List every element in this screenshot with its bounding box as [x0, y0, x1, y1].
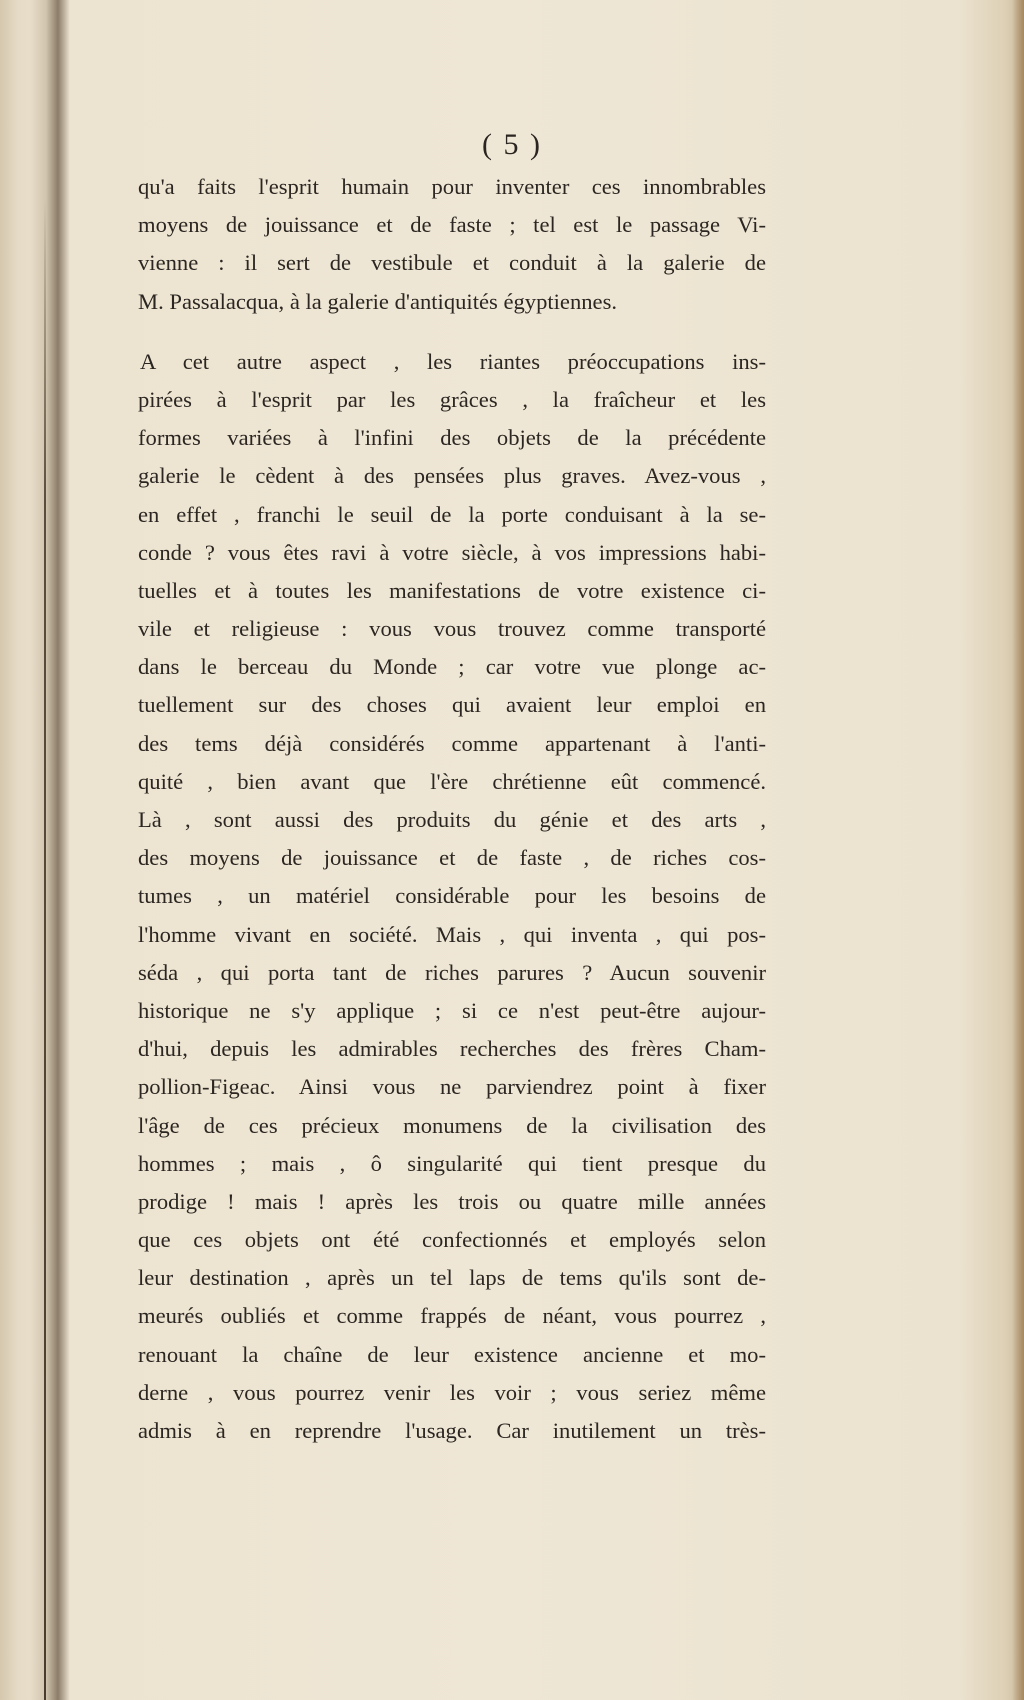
text-line: derne , vous pourrez venir les voir ; vous seriez même — [138, 1379, 766, 1405]
text-line: l'âge de ces précieux monumens de la civilisation des — [138, 1112, 766, 1138]
text-line: historique ne s'y applique ; si ce n'est peut-être aujour- — [138, 997, 766, 1023]
text-line: pirées à l'esprit par les grâces , la fraîcheur et les — [138, 386, 766, 412]
text-line: leur destination , après un tel laps de tems qu'ils sont de- — [138, 1265, 766, 1291]
text-line: dans le berceau du Monde ; car votre vue plonge ac- — [138, 654, 766, 680]
text-line: tuellement sur des choses qui avaient leur emploi en — [138, 692, 766, 718]
text-line: admis à en reprendre l'usage. Car inutilement un très- — [138, 1418, 766, 1443]
binding-shadow — [30, 0, 70, 1700]
page-edge-shadow — [1012, 0, 1024, 1700]
text-line: séda , qui porta tant de riches parures ? Aucun souvenir — [138, 959, 766, 985]
text-line: des tems déjà considérés comme appartenant à l'anti- — [138, 730, 766, 756]
paragraph-1 — [138, 168, 766, 321]
text-line: vienne : il sert de vestibule et conduit à la galerie de — [138, 250, 766, 276]
text-line: l'homme vivant en société. Mais , qui inventa , qui pos- — [138, 921, 766, 947]
text-line: pollion-Figeac. Ainsi vous ne parviendrez point à fixer — [138, 1074, 766, 1100]
text-line: tumes , un matériel considérable pour les besoins de — [138, 883, 766, 909]
text-line: vile et religieuse : vous vous trouvez comme transporté — [138, 616, 766, 642]
text-line: en effet , franchi le seuil de la porte conduisant à la se- — [138, 501, 766, 527]
text-line: M. Passalacqua, à la galerie d'antiquités égyptiennes. — [138, 288, 618, 314]
text-line: galerie le cèdent à des pensées plus graves. Avez-vous , — [138, 463, 766, 489]
text-line: prodige ! mais ! après les trois ou quatre mille années — [138, 1188, 766, 1214]
text-line: formes variées à l'infini des objets de la précédente — [138, 425, 766, 451]
paragraph-2 — [138, 343, 766, 1450]
text-line: meurés oubliés et comme frappés de néant, vous pourrez , — [138, 1303, 766, 1329]
text-line: quité , bien avant que l'ère chrétienne eût commencé. — [138, 768, 766, 794]
text-line: renouant la chaîne de leur existence ancienne et mo- — [138, 1341, 766, 1367]
text-line: Là , sont aussi des produits du génie et des arts , — [138, 807, 766, 832]
text-line: d'hui, depuis les admirables recherches des frères Cham- — [138, 1036, 766, 1062]
body-text — [138, 168, 766, 1450]
text-line: moyens de jouissance et de faste ; tel est le passage Vi- — [138, 212, 766, 238]
paragraph-gap — [138, 321, 766, 343]
binding-edge — [44, 200, 46, 1700]
text-line: hommes ; mais , ô singularité qui tient presque du — [138, 1150, 766, 1176]
text-line: des moyens de jouissance et de faste , de riches cos- — [138, 845, 766, 871]
text-line: conde ? vous êtes ravi à votre siècle, à vos impressions habi- — [138, 539, 766, 565]
text-line: tuelles et à toutes les manifestations de votre existence ci- — [138, 577, 766, 603]
text-line: que ces objets ont été confectionnés et employés selon — [138, 1227, 766, 1253]
text-line: A cet autre aspect , les riantes préoccupations ins- — [140, 348, 766, 374]
text-line: qu'a faits l'esprit humain pour inventer ces innombrables — [138, 174, 766, 199]
page-number: ( 5 ) — [482, 128, 542, 161]
